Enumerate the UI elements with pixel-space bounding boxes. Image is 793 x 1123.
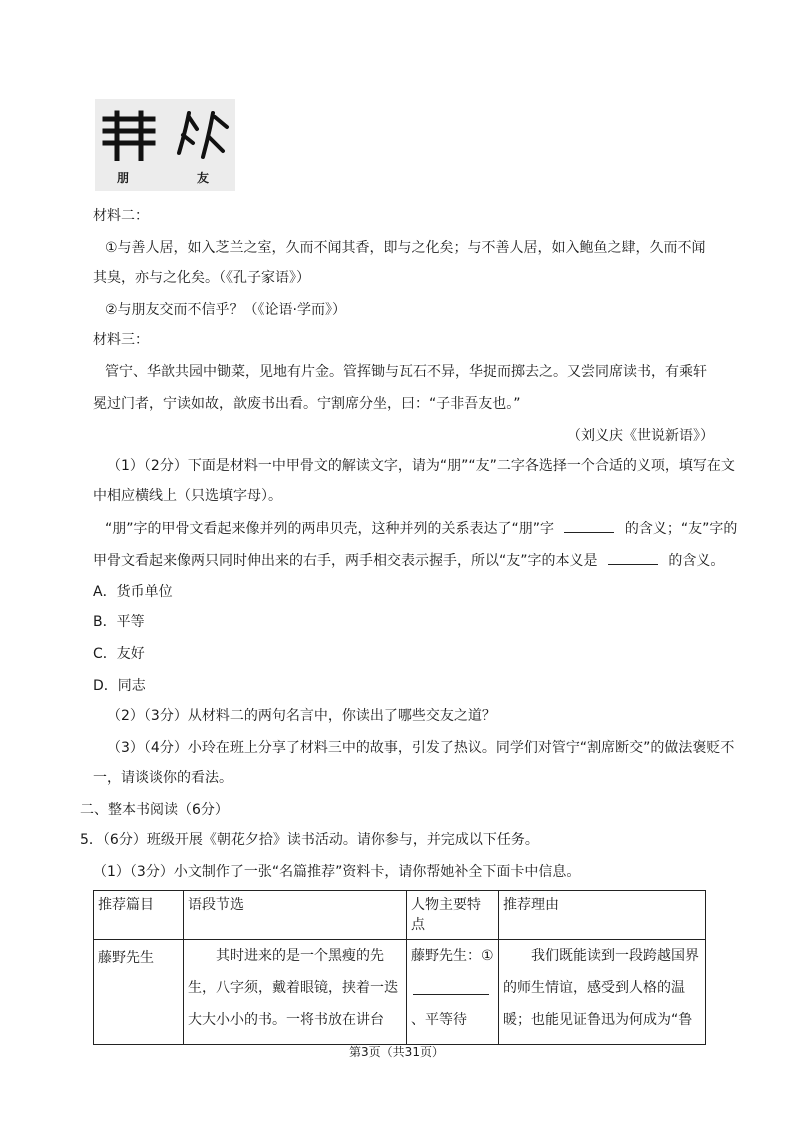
option-a: A．货币单位 (93, 584, 173, 600)
table-header-title: 推荐篇目 (94, 891, 184, 940)
q1-para-a2: 的含义；“友”字的 (624, 521, 738, 537)
material3-heading: 材料三： (93, 332, 149, 348)
q3-line2: 一，请谈谈你的看法。 (93, 770, 233, 786)
table-cell-title: 藤野先生 (94, 940, 184, 1045)
table-cell-trait: 藤野先生：① 、平等待 (407, 940, 499, 1045)
material2-quote2: ②与朋友交而不信乎？（《论语·学而》） (105, 302, 346, 318)
table-header-row (94, 891, 706, 940)
answer-blank-trait[interactable] (413, 980, 489, 995)
table-cell-excerpt: 其时进来的是一个黑瘦的先生，八字须，戴着眼镜，挟着一迭大大小小的书。一将书放在讲台 (184, 940, 407, 1045)
material3-text-line2: 冕过门者，宁读如故，歆废书出看。宁割席分坐，曰：“子非吾友也。” (93, 396, 521, 412)
material3-text-line1: 管宁、华歆共园中锄菜，见地有片金。管挥锄与瓦石不异，华捉而掷去之。又尝同席读书，有乘轩 (105, 364, 707, 380)
q1-para-line1 (105, 518, 737, 539)
q1-stem-line1: （1）（2分）下面是材料一中甲骨文的解读文字，请为“朋”“友”二字各选择一个合适的义项，填写在文 (107, 458, 735, 474)
q1-para-a1: “朋”字的甲骨文看起来像并列的两串贝壳，这种并列的关系表达了“朋”字 (105, 521, 555, 537)
page-footer: 第3页（共31页） (349, 1045, 444, 1059)
q1-para-b2: 的含义。 (668, 553, 725, 569)
oracle-bone-you-glyph (175, 109, 231, 161)
table-row (94, 940, 706, 1045)
q1-stem-line2: 中相应横线上（只选填字母）。 (93, 488, 282, 504)
q5-sub1: （1）（3分）小文制作了一张“名篇推荐”资料卡，请你帮她补全下面卡中信息。 (93, 864, 581, 880)
q5-stem: 5．（6分）班级开展《朝花夕拾》读书活动。请你参与，并完成以下任务。 (80, 832, 539, 848)
q3-line1: （3）（4分）小玲在班上分享了材料三中的故事，引发了热议。同学们对管宁“割席断交”的做法褒贬不 (107, 740, 735, 756)
figure-label-peng: 朋 (117, 171, 130, 185)
q1-para-line2 (93, 550, 724, 571)
q2-text: （2）（3分）从材料二的两句名言中，你读出了哪些交友之道？ (107, 708, 496, 724)
option-b: B．平等 (93, 614, 145, 630)
material2-quote1-line1: ①与善人居，如入芝兰之室，久而不闻其香，即与之化矣；与不善人居，如入鲍鱼之肆，久而不闻 (105, 240, 706, 256)
q1-para-b1: 甲骨文看起来像两只同时伸出来的右手，两手相交表示握手，所以“友”字的本义是 (93, 553, 598, 569)
option-c: C．友好 (93, 646, 145, 662)
figure-label-you: 友 (197, 171, 210, 185)
table-header-reason: 推荐理由 (499, 891, 706, 940)
table-header-excerpt: 语段节选 (184, 891, 407, 940)
answer-blank-you[interactable] (608, 550, 658, 565)
table-header-trait: 人物主要特点 (407, 891, 499, 940)
section2-heading: 二、整本书阅读（6分） (80, 802, 229, 818)
material2-quote1-line2: 其臭，亦与之化矣。（《孔子家语》） (93, 270, 310, 286)
answer-blank-peng[interactable] (564, 518, 614, 533)
material3-source: （刘义庆《世说新语》） (567, 428, 714, 444)
material2-heading: 材料二： (93, 208, 149, 224)
oracle-bone-figure (95, 99, 235, 191)
oracle-bone-peng-glyph (101, 109, 157, 161)
table-cell-reason: 我们既能读到一段跨越国界的师生情谊，感受到人格的温暖；也能见证鲁迅为何成为“鲁 (499, 940, 706, 1045)
option-d: D．同志 (93, 678, 146, 694)
recommendation-table (93, 890, 706, 1045)
